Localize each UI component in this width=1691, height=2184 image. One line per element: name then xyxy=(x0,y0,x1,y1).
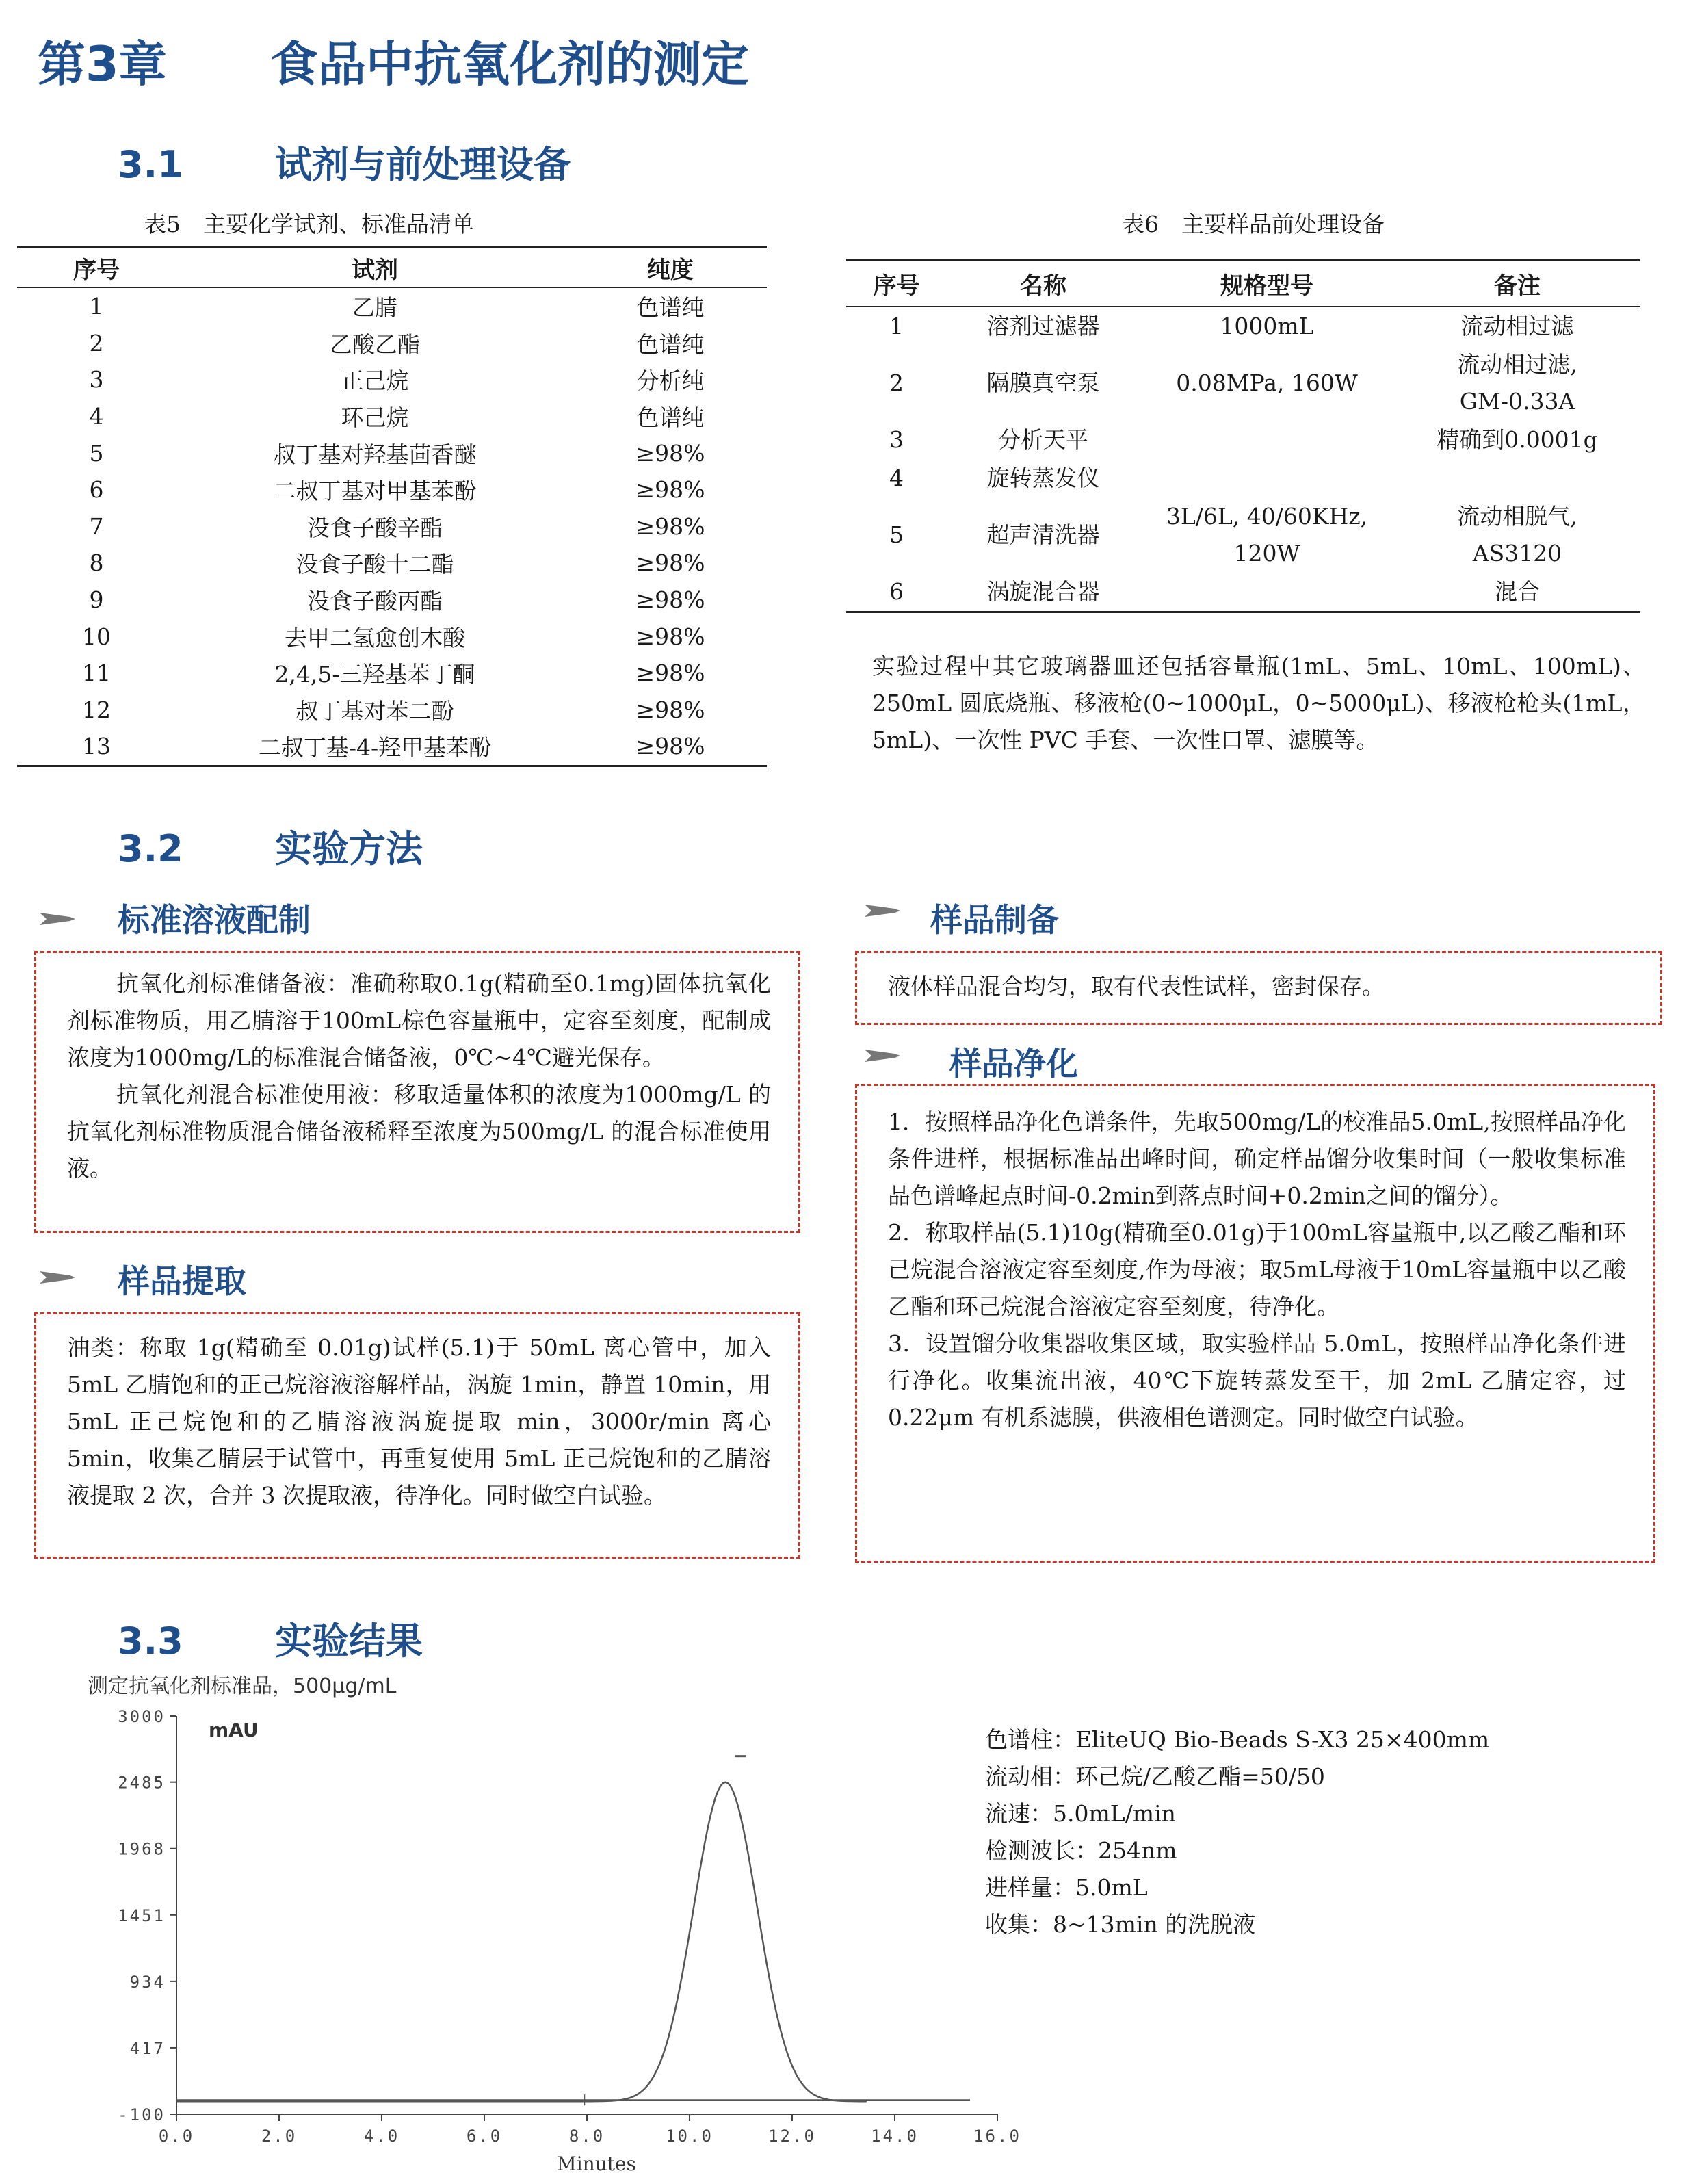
table-cell: 没食子酸辛酯 xyxy=(307,514,443,541)
table-cell xyxy=(1394,573,1640,612)
section-number: 3.1 xyxy=(118,143,183,186)
sample-clean-p1: 1．按照样品净化色谱条件，先取500mg/L的校准品5.0mL,按照样品净化条件进样，根据标准品出峰时间，确定样品馏分收集时间（一般收集标准品色谱峰起点时间-0.2min到落点时间+0.2min之间的馏分）。 xyxy=(888,1108,1626,1209)
table-row xyxy=(17,508,767,545)
sample-clean-p3: 3．设置馏分收集器收集区域，取实验样品 5.0mL，按照样品净化条件进行净化。收集流出液，40℃下旋转蒸发至干，加 2mL 乙腈定容，过 0.22μm 有机系滤膜，供液相色谱测定。同时做空白试验。 xyxy=(888,1330,1626,1431)
chapter-heading xyxy=(38,26,749,95)
sample-extract-box xyxy=(34,1312,800,1559)
table-cell: 乙酸乙酯 xyxy=(330,330,420,358)
table-row xyxy=(17,545,767,582)
table-cell: 4 xyxy=(889,465,904,491)
cell-line: 1000mL xyxy=(1220,313,1314,339)
table-row xyxy=(17,618,767,655)
table-cell: 涡旋混合器 xyxy=(986,578,1100,605)
chromatogram-chart xyxy=(68,1669,1053,2176)
table-cell: 超声清洗器 xyxy=(986,521,1100,548)
pointer-arrow-icon xyxy=(865,902,900,920)
x-tick-label: 8.0 xyxy=(568,2127,605,2146)
table-header: 序号 xyxy=(846,260,947,307)
section-number: 3.3 xyxy=(118,1620,183,1663)
sample-prep-box xyxy=(855,951,1662,1025)
sample-clean-title: 样品净化 xyxy=(949,1045,1078,1083)
table-cell: 没食子酸十二酯 xyxy=(296,551,454,578)
table-cell: 9 xyxy=(89,586,104,614)
table-cell xyxy=(1394,459,1640,497)
section-number: 3.2 xyxy=(118,827,183,870)
table-cell xyxy=(1140,459,1394,497)
table-cell: 去甲二氢愈创木酸 xyxy=(285,624,465,651)
chart-y-label: mAU xyxy=(209,1719,259,1741)
standard-prep-title: 标准溶液配制 xyxy=(118,902,311,939)
x-tick-label: 4.0 xyxy=(363,2127,400,2146)
table-header: 名称 xyxy=(947,260,1140,307)
table-cell: 6 xyxy=(89,476,104,504)
table-cell xyxy=(1394,346,1640,421)
table-cell: ≥98% xyxy=(635,623,705,650)
table-cell: 13 xyxy=(82,733,111,760)
table-cell: 分析天平 xyxy=(998,426,1088,453)
table-header: 纯度 xyxy=(574,248,767,288)
table-cell xyxy=(1140,573,1394,612)
y-tick-label: 2485 xyxy=(118,1773,166,1793)
standard-prep-p2: 抗氧化剂混合标准使用液：移取适量体积的浓度为1000mg/L 的抗氧化剂标准物质混合储备液稀释至浓度为500mg/L 的混合标准使用液。 xyxy=(67,1081,771,1182)
cell-line: AS3120 xyxy=(1472,540,1562,567)
table-cell xyxy=(1140,307,1394,346)
table-cell: ≥98% xyxy=(635,549,705,577)
table-cell: 色谱纯 xyxy=(636,330,705,358)
table-header: 试剂 xyxy=(176,248,574,288)
condition-line: 检测波长：254nm xyxy=(985,1837,1177,1864)
table-cell: 10 xyxy=(82,623,111,650)
table-header: 规格型号 xyxy=(1140,260,1394,307)
standard-prep-p1: 抗氧化剂标准储备液：准确称取0.1g(精确至0.1mg)固体抗氧化剂标准物质，用乙腈溶于100mL棕色容量瓶中，定容至刻度，配制成浓度为1000mg/L的标准混合储备液，0℃~4℃避光保存。 xyxy=(67,970,771,1071)
peak-trace xyxy=(176,1782,867,2102)
sample-clean-p2: 2．称取样品(5.1)10g(精确至0.01g)于100mL容量瓶中,以乙酸乙酯和环己烷混合溶液定容至刻度,作为母液；取5mL母液于10mL容量瓶中以乙酸乙酯和环己烷混合溶液定容至刻度，待净化。 xyxy=(888,1219,1626,1320)
section-3-2-heading xyxy=(118,820,423,872)
table-row xyxy=(17,398,767,435)
table-row xyxy=(846,346,1640,421)
table-cell: 5 xyxy=(89,439,104,467)
table-cell: ≥98% xyxy=(635,696,705,723)
section-title: 实验方法 xyxy=(275,827,423,870)
cell-line: 0.08MPa, 160W xyxy=(1176,369,1358,396)
table-header: 序号 xyxy=(17,248,176,288)
table-cell: 11 xyxy=(82,660,111,687)
condition-line: 流速：5.0mL/min xyxy=(985,1800,1176,1827)
table-row xyxy=(17,582,767,619)
cell-line: 3L/6L, 40/60KHz, xyxy=(1166,503,1368,530)
table-cell: 乙腈 xyxy=(352,294,397,322)
sample-clean-box xyxy=(855,1084,1655,1563)
table5-caption: 表5 主要化学试剂、标准品清单 xyxy=(144,211,474,237)
table-cell xyxy=(1394,421,1640,459)
table-cell: 分析纯 xyxy=(636,367,705,395)
cell-line: 流动相过滤 xyxy=(1460,313,1574,339)
x-tick-label: 10.0 xyxy=(666,2127,713,2146)
x-tick-label: 0.0 xyxy=(158,2127,195,2146)
section-3-1-heading xyxy=(118,135,571,188)
table-cell: 没食子酸丙酯 xyxy=(307,588,443,615)
y-tick-label: 3000 xyxy=(118,1707,166,1726)
table-cell: 1 xyxy=(89,293,104,320)
sample-prep-title: 样品制备 xyxy=(930,902,1059,939)
sample-prep-p1: 液体样品混合均匀，取有代表性试样，密封保存。 xyxy=(888,973,1385,1000)
table-cell: 2 xyxy=(89,329,104,356)
y-tick-label: 1451 xyxy=(118,1906,166,1925)
table-cell: 2 xyxy=(889,369,904,396)
table-cell: 旋转蒸发仪 xyxy=(986,465,1100,491)
table-cell xyxy=(1140,497,1394,573)
cell-line: 精确到0.0001g xyxy=(1437,426,1598,453)
x-tick-label: 16.0 xyxy=(973,2127,1021,2146)
table-header: 备注 xyxy=(1394,260,1640,307)
table-cell: 1 xyxy=(889,313,904,339)
table-cell: 8 xyxy=(89,549,104,577)
pointer-arrow-icon xyxy=(40,1269,75,1286)
condition-line: 流动相：环己烷/乙酸乙酯=50/50 xyxy=(985,1763,1325,1790)
pointer-arrow-icon xyxy=(865,1047,900,1065)
chapter-number: 第3章 xyxy=(38,36,167,92)
x-tick-label: 12.0 xyxy=(768,2127,816,2146)
condition-line: 色谱柱：EliteUQ Bio-Beads S-X3 25×400mm xyxy=(985,1726,1490,1753)
table-cell: 色谱纯 xyxy=(636,404,705,432)
section-title: 实验结果 xyxy=(275,1620,423,1663)
table-row xyxy=(846,573,1640,612)
x-tick-label: 2.0 xyxy=(261,2127,298,2146)
sample-extract-title: 样品提取 xyxy=(118,1263,246,1301)
table-row xyxy=(17,361,767,398)
x-tick-label: 14.0 xyxy=(871,2127,919,2146)
table-row xyxy=(17,434,767,471)
cell-line: GM-0.33A xyxy=(1459,388,1575,415)
table-cell xyxy=(1140,421,1394,459)
table-row xyxy=(17,655,767,692)
equipment-table xyxy=(846,259,1640,613)
table-cell: ≥98% xyxy=(635,439,705,467)
table-cell xyxy=(1394,307,1640,346)
table-row xyxy=(17,728,767,766)
table-cell xyxy=(1394,497,1640,573)
table-cell: 溶剂过滤器 xyxy=(986,313,1100,339)
table-cell: ≥98% xyxy=(635,733,705,760)
cell-line: 混合 xyxy=(1495,578,1540,605)
table-cell: ≥98% xyxy=(635,476,705,504)
y-tick-label: 934 xyxy=(129,1972,166,1992)
table-row xyxy=(17,692,767,729)
table6-caption: 表6 主要样品前处理设备 xyxy=(1122,211,1385,237)
pointer-arrow-icon xyxy=(40,910,75,928)
table-cell: 隔膜真空泵 xyxy=(986,369,1100,396)
y-tick-label: 417 xyxy=(129,2038,166,2058)
cell-line: 流动相脱气, xyxy=(1457,503,1577,530)
table-cell: 二叔丁基对甲基苯酚 xyxy=(273,478,477,505)
table-cell: 4 xyxy=(89,403,104,430)
table-cell: 3 xyxy=(889,426,904,453)
section-3-3-heading xyxy=(118,1612,423,1665)
reagent-table xyxy=(17,246,767,767)
condition-line: 收集：8~13min 的洗脱液 xyxy=(985,1911,1256,1938)
table-cell: 3 xyxy=(89,366,104,393)
cell-line: 流动相过滤, xyxy=(1457,351,1577,378)
x-tick-label: 6.0 xyxy=(466,2127,503,2146)
glassware-note: 实验过程中其它玻璃器皿还包括容量瓶(1mL、5mL、10mL、100mL)、250mL 圆底烧瓶、移液枪(0~1000μL，0~5000μL)、移液枪枪头(1mL，5mL)、一次性 PVC 手套、一次性口罩、滤膜等。 xyxy=(872,653,1645,753)
cell-line: 120W xyxy=(1233,540,1300,567)
table-cell: 叔丁基对苯二酚 xyxy=(296,697,454,725)
table-row xyxy=(846,421,1640,459)
table-row xyxy=(17,471,767,508)
table-cell: 环己烷 xyxy=(341,404,409,432)
condition-line: 进样量：5.0mL xyxy=(985,1874,1148,1901)
chart-x-label: Minutes xyxy=(557,2153,636,2175)
table-row xyxy=(17,287,767,325)
table-cell: ≥98% xyxy=(635,660,705,687)
table-cell: 正己烷 xyxy=(341,367,409,395)
table-row xyxy=(17,325,767,362)
table-cell: 叔丁基对羟基茴香醚 xyxy=(273,441,477,468)
table-cell: 色谱纯 xyxy=(636,294,705,322)
table-cell: ≥98% xyxy=(635,586,705,614)
table-row xyxy=(846,459,1640,497)
chart-title: 测定抗氧化剂标准品，500μg/mL xyxy=(88,1674,397,1698)
y-tick-label: 1968 xyxy=(118,1839,166,1859)
sample-extract-p1: 油类：称取 1g(精确至 0.01g)试样(5.1)于 50mL 离心管中，加入 5mL 乙腈饱和的正己烷溶液溶解样品，涡旋 1min，静置 10min，用 5mL 正己烷饱和的乙腈溶液涡旋提取 min，3000r/min 离心 5min，收集乙腈层于试管中，再重复使用 5mL 正己烷饱和的乙腈溶液提取 2 次，合并 3 次提取液，待净化。同时做空白试验。 xyxy=(67,1334,771,1509)
standard-prep-box xyxy=(34,951,800,1233)
table-cell xyxy=(1140,346,1394,421)
table-row xyxy=(846,497,1640,573)
table-cell: ≥98% xyxy=(635,512,705,540)
table-row xyxy=(846,307,1640,346)
table-cell: 6 xyxy=(889,578,904,605)
chapter-title: 食品中抗氧化剂的测定 xyxy=(270,36,749,92)
section-title: 试剂与前处理设备 xyxy=(275,143,571,186)
table-cell: 5 xyxy=(889,521,904,548)
table-cell: 2,4,5-三羟基苯丁酮 xyxy=(274,661,475,688)
chromatography-conditions xyxy=(985,1721,1489,1943)
table-cell: 二叔丁基-4-羟甲基苯酚 xyxy=(258,734,492,762)
table-cell: 12 xyxy=(82,696,111,723)
y-tick-label: -100 xyxy=(118,2105,166,2124)
table-cell: 7 xyxy=(89,512,104,540)
